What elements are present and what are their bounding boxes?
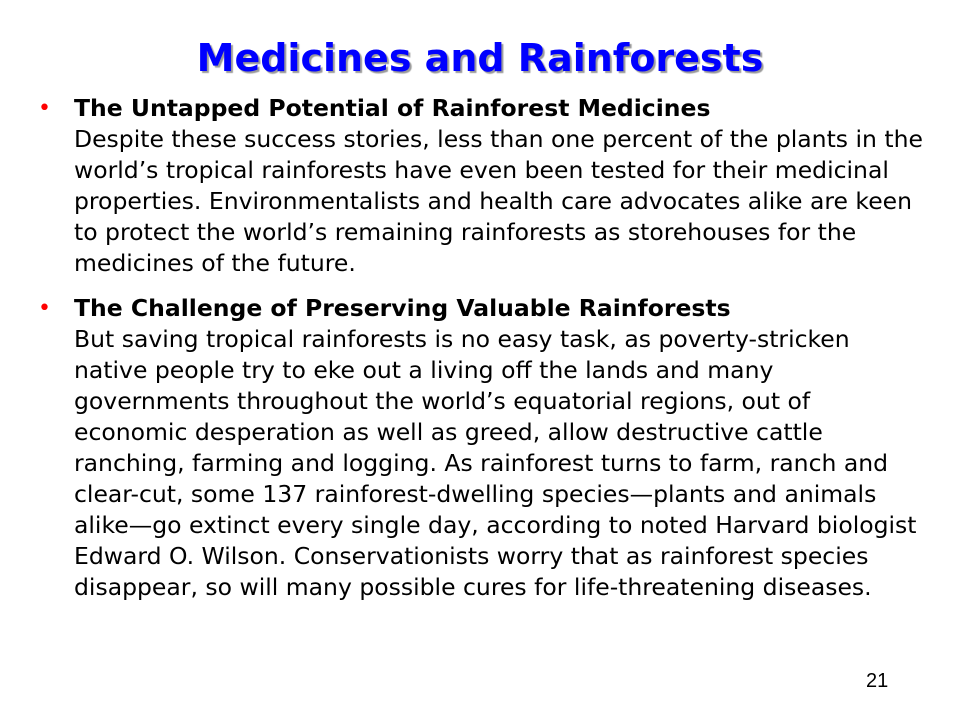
bullet-dot-icon: • <box>38 96 51 121</box>
page-number: 21 <box>866 670 889 692</box>
bullet-body: But saving tropical rainforests is no easy task, as poverty-stricken native people try to eke out a living off the lands and many governments throughout the world’s equatorial regions, out of economic desperation as well as greed, allow destructive cattle ranching, farming and logging. As rainforest turns to farm, ranch and clear-cut, some 137 rainforest-dwelling species—plants and animals alike—go extinct every single day, according to noted Harvard biologist Edward O. Wilson. Conservationists worry that as rainforest species disappear, so will many possible cures for life-threatening diseases. <box>74 325 917 601</box>
bullet-dot-icon: • <box>38 296 51 321</box>
bullet-item-untapped-potential <box>0 93 960 279</box>
slide-title: Medicines and Rainforests <box>196 36 764 80</box>
bullet-body: Despite these success stories, less than one percent of the plants in the world’s tropical rainforests have even been tested for their medicinal properties. Environmentalists and health care advocates alike are keen to protect the world’s remaining rainforests as storehouses for the medicines of the future. <box>74 125 923 277</box>
bullet-item-preserving-rainforests <box>0 293 960 603</box>
bullet-heading: The Untapped Potential of Rainforest Medicines <box>74 94 711 122</box>
bullet-heading: The Challenge of Preserving Valuable Rainforests <box>74 294 731 322</box>
bullet-list <box>0 93 960 617</box>
